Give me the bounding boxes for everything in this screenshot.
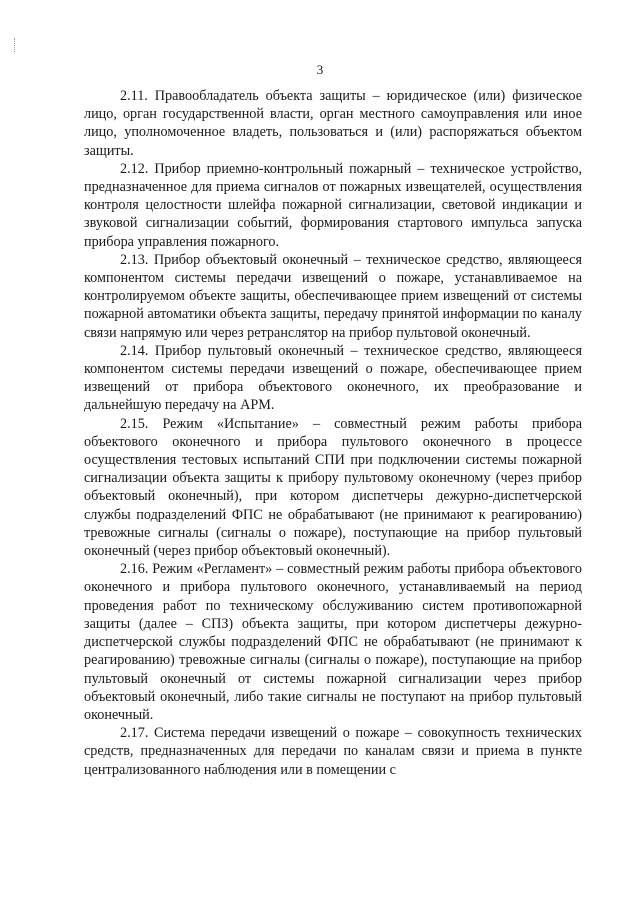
page-number: 3 bbox=[316, 62, 324, 77]
document-body bbox=[84, 87, 582, 779]
paragraph-2-15: 2.15. Режим «Испытание» – совместный режим работы прибора объектового оконечного и прибора пультового оконечного в процессе осуществления тестовых испытаний СПИ при подключении системы пожарной сигнализации объекта защиты к прибору пультовому оконечному (через прибор объектовый оконечный), при котором диспетчеры дежурно-диспетчерской службы подразделений ФПС не обрабатывают (не принимают к реагированию) тревожные сигналы (сигналы о пожаре), поступающие на прибор пультовый оконечный (через прибор объектовый оконечный). bbox=[84, 415, 582, 560]
paragraph-2-13: 2.13. Прибор объектовый оконечный – техническое средство, являющееся компонентом системы передачи извещений о пожаре, устанавливаемое на контролируемом объекте защиты, обеспечивающее прием извещений от системы пожарной автоматики объекта защиты, передачу принятой информации по каналу связи напрямую или через ретранслятор на прибор пультовой оконечный. bbox=[84, 251, 582, 341]
scan-margin-mark bbox=[14, 38, 17, 52]
paragraph-2-17: 2.17. Система передачи извещений о пожаре – совокупность технических средств, предназначенных для передачи по каналам связи и приема в пункте централизованного наблюдения или в помещении с bbox=[84, 725, 582, 778]
paragraph-2-12: 2.12. Прибор приемно-контрольный пожарный – техническое устройство, предназначенное для приема сигналов от пожарных извещателей, осуществления контроля целостности шлейфа пожарной сигнализации, световой индикации и звуковой сигнализации событий, формирования стартового импульса запуска прибора управления пожарного. bbox=[84, 160, 582, 250]
paragraph-2-16: 2.16. Режим «Регламент» – совместный режим работы прибора объектового оконечного и прибора пультового оконечного, устанавливаемый на период проведения работ по техническому обслуживанию систем противопожарной защиты (далее – СПЗ) объекта защиты, при котором диспетчеры дежурно-диспетчерской службы подразделений ФПС не обрабатывают (не принимают к реагированию) тревожные сигналы (сигналы о пожаре), поступающие на прибор пультовый оконечный от системы пожарной сигнализации через прибор объектовый оконечный, либо такие сигналы не поступают на прибор пультовый оконечный. bbox=[84, 561, 582, 723]
paragraph-2-14: 2.14. Прибор пультовый оконечный – техническое средство, являющееся компонентом системы передачи извещений о пожаре, обеспечивающее прием извещений от прибора объектового оконечного, их преобразование и дальнейшую передачу на АРМ. bbox=[84, 342, 582, 414]
paragraph-2-11: 2.11. Правообладатель объекта защиты – юридическое (или) физическое лицо, орган государственной власти, орган местного самоуправления или иное лицо, уполномоченное владеть, пользоваться и (или) распоряжаться объектом защиты. bbox=[84, 88, 582, 159]
